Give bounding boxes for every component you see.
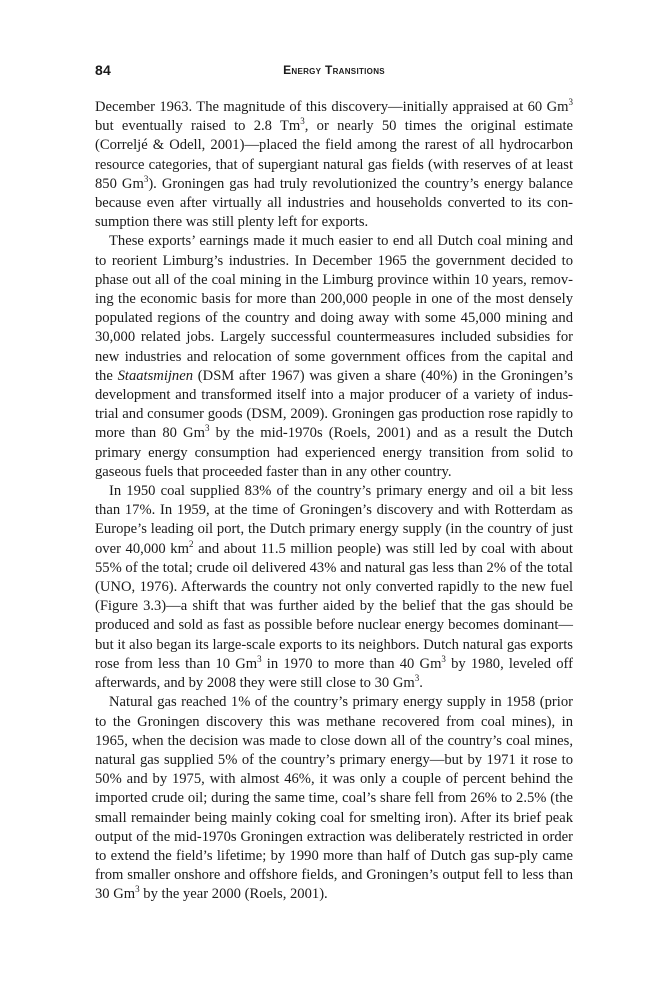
- superscript: 3: [441, 654, 446, 665]
- superscript: 3: [300, 116, 305, 127]
- running-title: Energy Transitions: [283, 63, 385, 77]
- paragraph: [95, 482, 573, 693]
- paragraph: [95, 232, 573, 482]
- text-segment: ). Groningen gas had truly revolutionized the country’s energy balance because even after virtually all industries and households converted to its con-sumption there was still plenty left for exports.: [95, 175, 573, 231]
- text-segment: by the year 2000 (Roels, 2001).: [139, 886, 328, 903]
- text-segment: Natural gas reached 1% of the country’s primary energy supply in 1958 (prior to the Groningen discovery this was methane recovered from coal mines), in 1965, when the decision was made to close down all of the country’s coal mines, natural gas supplied 5% of the country’s primary energy—but by 1971 it rose to 50% and by 1975, with almost 46%, it was only a couple of percent behind the imported crude oil; during the same time, coal’s share fell from 26% to 2.5% (the small remainder being mainly coking coal for smelting iron). After its brief peak output of the mid-1970s Groningen extraction was deliberately restricted in order to extend the field’s lifetime; by 1990 more than half of Dutch gas sup-ply came from smaller onshore and offshore fields, and Groningen’s output fell to less than 30 Gm: [95, 694, 573, 903]
- text-segment: and about 11.5 million people) was still led by coal with about 55% of the total; crude oil delivered 43% and natural gas less than 2% of the total (UNO, 1976). Afterwards the country not only converted rapidly to the new fuel (Figure 3.3)—a shift that was further aided by the belief that the gas should be produced and sold as fast as possible before nuclear energy becomes dominant—but it also began its large-scale exports to its neighbors. Dutch natural gas exports rose from less than 10 Gm: [95, 540, 573, 672]
- page-number: 84: [95, 62, 111, 78]
- text-segment: In 1950 coal supplied 83% of the country’s primary energy and oil a bit less than 17%. In 1959, at the time of Groningen’s discovery and with Rotterdam as Europe’s leading oil port, the Dutch primary energy supply (in the country of just over 40,000 km: [95, 483, 573, 557]
- text-segment: but eventually raised to 2.8 Tm: [95, 118, 301, 135]
- text-segment: December 1963. The magnitude of this discovery—initially appraised at 60 Gm: [95, 99, 569, 115]
- text-segment: by the mid-1970s (Roels, 2001) and as a result the Dutch primary energy consumption had experienced energy transition from solid to gaseous fuels that proceeded faster than in any other country.: [95, 425, 574, 480]
- text-segment: by 1980, leveled off afterwards, and by 2008 they were still close to 30 Gm: [95, 655, 573, 692]
- italic-text: Staatsmijnen: [117, 367, 194, 384]
- paragraph: [95, 98, 573, 232]
- superscript: 3: [568, 97, 573, 108]
- text-segment: These exports’ earnings made it much easier to end all Dutch coal mining and to reorient Limburg’s industries. In December 1965 the government decided to phase out all of the coal mining in the Limburg province within 10 years, remov-ing the economic basis for more than 200,000 people in one of the most densely populated regions of the country and doing away with some 45,000 mining and 30,000 related jobs. Largely successful countermeasures included subsidies for new industries and relocation of some government offices from the capital and the: [95, 233, 573, 384]
- text-segment: , or nearly 50 times the original estimate (Correljé & Odell, 2001)—placed the field among the rarest of all hydrocarbon resource categories, that of supergiant natural gas fields (with reserves of at least 850 Gm: [95, 118, 573, 192]
- page-header: [95, 62, 573, 82]
- superscript: 3: [414, 673, 420, 684]
- text-segment: .: [419, 675, 423, 692]
- paragraph: [95, 693, 573, 904]
- superscript: 2: [188, 538, 194, 549]
- text-segment: in 1970 to more than 40 Gm: [261, 655, 442, 672]
- superscript: 3: [135, 884, 140, 895]
- superscript: 3: [257, 654, 262, 665]
- superscript: 3: [143, 173, 149, 184]
- superscript: 3: [204, 423, 210, 434]
- text-segment: (DSM after 1967) was given a share (40%) in the Groningen’s development and transformed itself into a major producer of a variety of indus-trial and consumer goods (DSM, 2009). Groningen gas production rose rapidly to more than 80 Gm: [95, 367, 573, 442]
- body-text: [95, 98, 573, 905]
